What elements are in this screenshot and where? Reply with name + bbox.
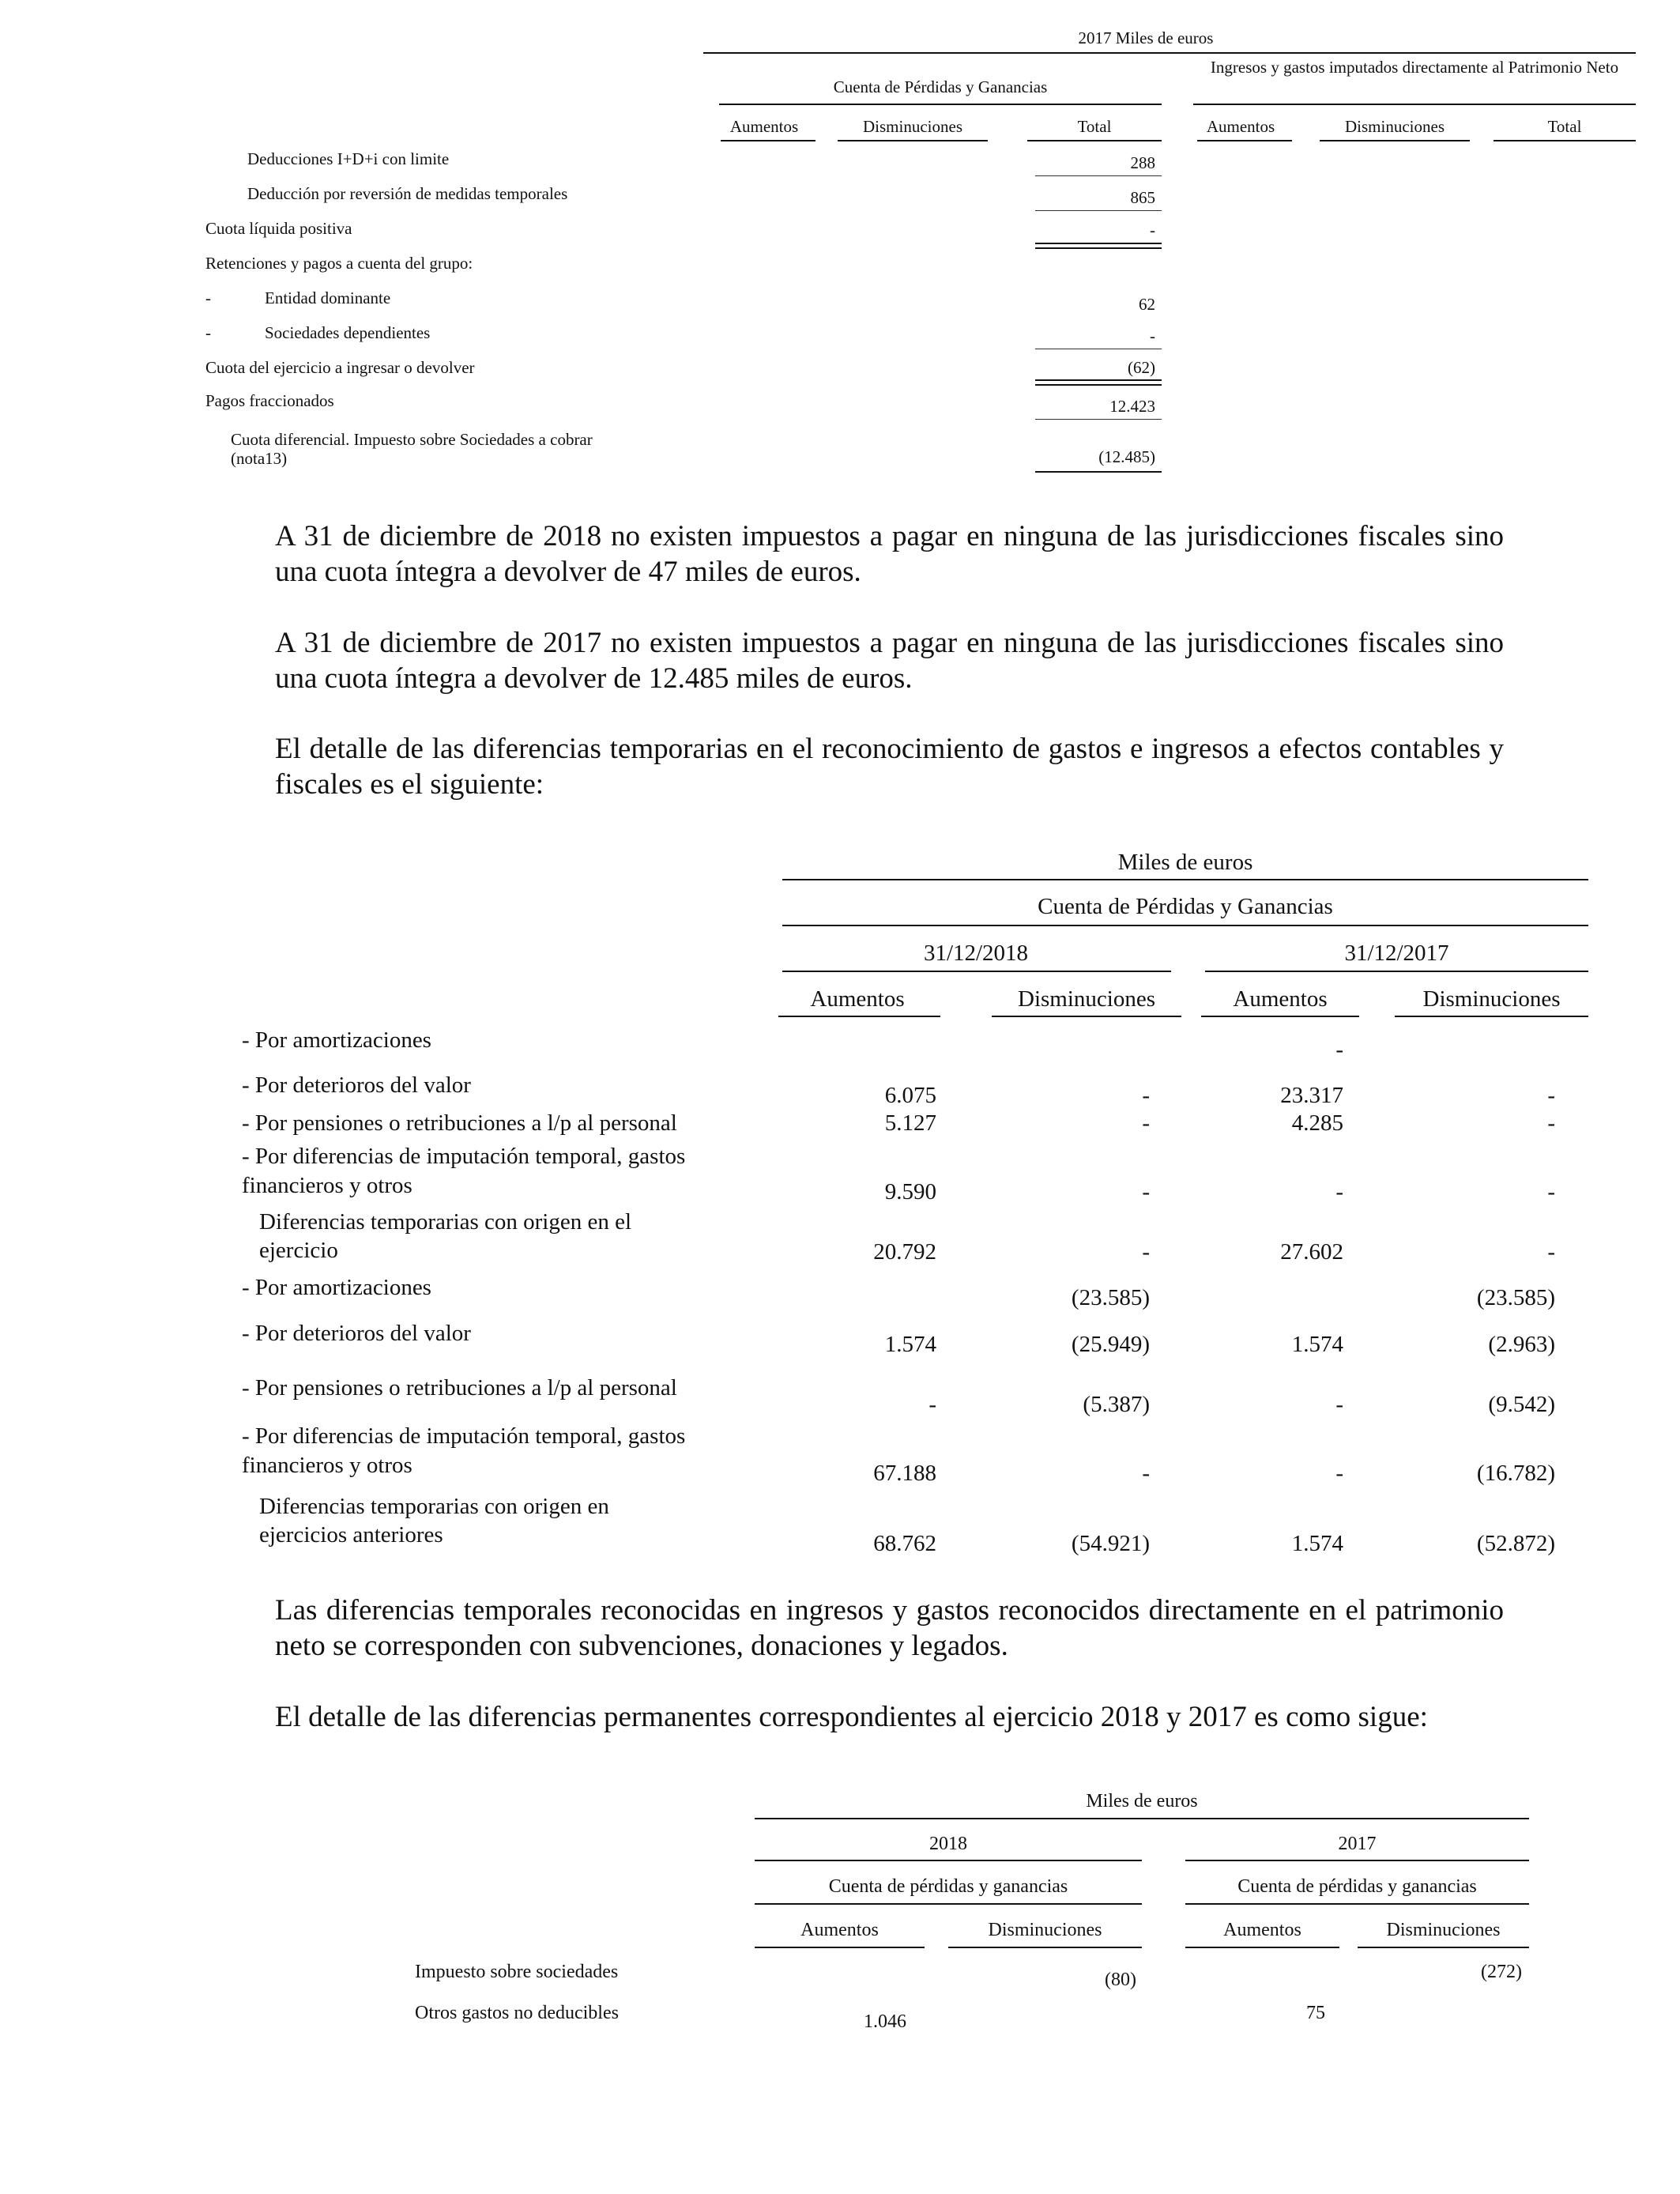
divider bbox=[1035, 419, 1162, 420]
table2-cell-dis-2018: (54.921) bbox=[1071, 1531, 1150, 1556]
table1-header-year: 2017 Miles de euros bbox=[1078, 28, 1214, 47]
table2-cell-aum-2017: 23.317 bbox=[1280, 1083, 1343, 1108]
divider bbox=[1494, 140, 1636, 141]
table3-cell-dis-2017: (272) bbox=[1481, 1962, 1522, 1982]
table2-cell-dis-2018: (23.585) bbox=[1071, 1285, 1150, 1310]
table2-cell-aum-2017: 1.574 bbox=[1291, 1332, 1343, 1357]
table2-col-dis-2017: Disminuciones bbox=[1422, 986, 1561, 1012]
paragraph-4: Las diferencias temporales reconocidas en ingresos y gastos reconocidos directamente en el patrimonio neto se corresponden con subvenciones, donaciones y legados. bbox=[275, 1594, 1504, 1662]
table2-cell-aum-2018: 1.574 bbox=[884, 1332, 936, 1357]
table3-cell-dis-2018: (80) bbox=[1105, 1970, 1136, 1990]
divider bbox=[703, 52, 1636, 54]
table1-row-label-cont: (nota13) bbox=[231, 449, 288, 468]
table1-row-total: 288 bbox=[1130, 153, 1155, 172]
table2-cell-dis-2018: - bbox=[1142, 1239, 1150, 1265]
table1-row-label: Pagos fraccionados bbox=[205, 391, 334, 410]
table1-row-total: (62) bbox=[1128, 358, 1155, 377]
table2-cell-aum-2018: 68.762 bbox=[873, 1531, 936, 1556]
divider bbox=[755, 1860, 1142, 1861]
table2-cell-aum-2017: 27.602 bbox=[1280, 1239, 1343, 1265]
divider bbox=[1185, 1903, 1529, 1905]
table2-cell-aum-2018: 67.188 bbox=[873, 1461, 936, 1486]
table2-cell-aum-2018: 6.075 bbox=[884, 1083, 936, 1108]
table2-row-label-cont: financieros y otros bbox=[242, 1173, 412, 1198]
table2-cell-dis-2017: (52.872) bbox=[1476, 1531, 1555, 1556]
table2-cell-aum-2018: 9.590 bbox=[884, 1179, 936, 1204]
table1-row-bullet: - bbox=[205, 323, 211, 342]
table3-col-aum-2017: Aumentos bbox=[1223, 1920, 1301, 1940]
table2-row-label: Diferencias temporarias con origen en el bbox=[259, 1209, 632, 1235]
table1-row-label: Deducciones I+D+i con limite bbox=[247, 149, 450, 168]
table2-cell-dis-2018: - bbox=[1142, 1461, 1150, 1486]
table2-cell-dis-2018: - bbox=[1142, 1083, 1150, 1108]
table1-col-disminuciones: Disminuciones bbox=[863, 117, 962, 136]
table2-row-label: - Por deterioros del valor bbox=[242, 1072, 471, 1098]
table2-row-label: - Por diferencias de imputación temporal, gastos bbox=[242, 1144, 686, 1169]
divider bbox=[755, 1818, 1529, 1819]
table3-cell-aum-2018: 1.046 bbox=[864, 2011, 906, 2032]
table1-group-pn: Ingresos y gastos imputados directamente al Patrimonio Neto bbox=[1210, 58, 1619, 77]
table1-col-aumentos-pn: Aumentos bbox=[1206, 117, 1275, 136]
table3-row-label: Otros gastos no deducibles bbox=[415, 2003, 619, 2023]
divider bbox=[719, 104, 1162, 105]
table3-col-dis-2018: Disminuciones bbox=[988, 1920, 1102, 1940]
table2-cell-dis-2018: - bbox=[1142, 1179, 1150, 1204]
double-underline bbox=[1035, 379, 1162, 386]
paragraph-5: El detalle de las diferencias permanentes correspondientes al ejercicio 2018 y 2017 es como sigue: bbox=[275, 1701, 1428, 1733]
table2-cell-dis-2017: - bbox=[1547, 1239, 1555, 1265]
table1-row-label: Cuota diferencial. Impuesto sobre Sociedades a cobrar bbox=[231, 430, 593, 449]
table2-row-label-cont: ejercicio bbox=[259, 1238, 338, 1263]
table2-cell-dis-2017: (23.585) bbox=[1476, 1285, 1555, 1310]
table2-cell-aum-2017: 1.574 bbox=[1291, 1531, 1343, 1556]
divider bbox=[1035, 471, 1162, 473]
divider bbox=[1185, 1947, 1339, 1948]
divider bbox=[782, 925, 1588, 926]
divider bbox=[1027, 140, 1162, 141]
table2-row-label-cont: financieros y otros bbox=[242, 1453, 412, 1478]
table1-row-label: Entidad dominante bbox=[265, 288, 391, 307]
table3-year-2018: 2018 bbox=[929, 1834, 967, 1854]
divider bbox=[1201, 1016, 1359, 1017]
table3-col-dis-2017: Disminuciones bbox=[1386, 1920, 1501, 1940]
table1-row-bullet: - bbox=[205, 288, 211, 307]
table3-row-label: Impuesto sobre sociedades bbox=[415, 1962, 619, 1982]
divider bbox=[1035, 175, 1162, 176]
table3-cell-aum-2017: 75 bbox=[1306, 2003, 1325, 2023]
table2-cell-dis-2017: (2.963) bbox=[1488, 1332, 1555, 1357]
divider bbox=[1193, 104, 1636, 105]
table2-cell-dis-2018: (5.387) bbox=[1083, 1392, 1150, 1417]
table1-row-total: - bbox=[1150, 326, 1155, 345]
table2-cell-aum-2017: - bbox=[1335, 1392, 1343, 1417]
divider bbox=[838, 140, 988, 141]
table3-year-2017: 2017 bbox=[1338, 1834, 1377, 1854]
table2-cell-aum-2017: 4.285 bbox=[1291, 1110, 1343, 1136]
table2-group: Cuenta de Pérdidas y Ganancias bbox=[1038, 894, 1333, 919]
divider bbox=[1358, 1947, 1529, 1948]
divider bbox=[1185, 1860, 1529, 1861]
divider bbox=[782, 879, 1588, 880]
table1-row-label: Retenciones y pagos a cuenta del grupo: bbox=[205, 254, 473, 273]
table2-cell-aum-2018: - bbox=[929, 1392, 936, 1417]
table3-units: Miles de euros bbox=[1086, 1791, 1198, 1811]
divider bbox=[1395, 1016, 1588, 1017]
divider bbox=[1320, 140, 1470, 141]
table1-row-label: Cuota líquida positiva bbox=[205, 219, 352, 238]
table2-row-label: - Por amortizaciones bbox=[242, 1027, 431, 1053]
table2-cell-aum-2018: 20.792 bbox=[873, 1239, 936, 1265]
divider bbox=[778, 1016, 940, 1017]
table2-cell-dis-2017: - bbox=[1547, 1179, 1555, 1204]
table1-row-total: - bbox=[1150, 221, 1155, 239]
divider bbox=[721, 140, 816, 141]
table3-col-aum-2018: Aumentos bbox=[800, 1920, 879, 1940]
table2-row-label-cont: ejercicios anteriores bbox=[259, 1522, 443, 1547]
table1-col-disminuciones-pn: Disminuciones bbox=[1345, 117, 1445, 136]
double-underline bbox=[1035, 243, 1162, 249]
table2-row-label: - Por deterioros del valor bbox=[242, 1321, 471, 1346]
table2-cell-aum-2017: - bbox=[1335, 1037, 1343, 1062]
table2-cell-dis-2018: - bbox=[1142, 1110, 1150, 1136]
table1-row-label: Sociedades dependientes bbox=[265, 323, 431, 342]
table3-group-2017: Cuenta de pérdidas y ganancias bbox=[1237, 1876, 1477, 1897]
table2-row-label: - Por amortizaciones bbox=[242, 1275, 431, 1300]
paragraph-1: A 31 de diciembre de 2018 no existen impuestos a pagar en ninguna de las jurisdicciones fiscales sino una cuota íntegra a devolver de 47 miles de euros. bbox=[275, 520, 1504, 588]
divider bbox=[782, 971, 1171, 972]
table2-cell-aum-2017: - bbox=[1335, 1461, 1343, 1486]
table1-row-total: (12.485) bbox=[1098, 447, 1155, 466]
table2-cell-dis-2017: (9.542) bbox=[1488, 1392, 1555, 1417]
table1-row-total: 62 bbox=[1139, 295, 1155, 314]
table1-col-total-pn: Total bbox=[1547, 117, 1582, 136]
table2-col-dis-2018: Disminuciones bbox=[1018, 986, 1155, 1012]
table2-col-aum-2018: Aumentos bbox=[810, 986, 905, 1012]
table1-col-total: Total bbox=[1077, 117, 1112, 136]
table1-row-total: 12.423 bbox=[1109, 397, 1155, 416]
divider bbox=[1197, 140, 1292, 141]
table2-row-label: - Por pensiones o retribuciones a l/p al personal bbox=[242, 1110, 677, 1136]
divider bbox=[1205, 971, 1588, 972]
table3-group-2018: Cuenta de pérdidas y ganancias bbox=[828, 1876, 1068, 1897]
table2-date-2017: 31/12/2017 bbox=[1344, 941, 1449, 966]
table2-units: Miles de euros bbox=[1117, 850, 1253, 875]
table2-row-label: - Por pensiones o retribuciones a l/p al personal bbox=[242, 1375, 677, 1400]
divider bbox=[948, 1947, 1142, 1948]
divider bbox=[992, 1016, 1181, 1017]
table2-cell-aum-2017: - bbox=[1335, 1179, 1343, 1204]
table2-cell-dis-2017: - bbox=[1547, 1110, 1555, 1136]
table1-col-aumentos: Aumentos bbox=[729, 117, 799, 136]
table2-row-label: Diferencias temporarias con origen en bbox=[259, 1494, 609, 1519]
table2-date-2018: 31/12/2018 bbox=[923, 941, 1029, 966]
table2-col-aum-2017: Aumentos bbox=[1233, 986, 1328, 1012]
table1-row-label: Cuota del ejercicio a ingresar o devolver bbox=[205, 358, 475, 377]
paragraph-3: El detalle de las diferencias temporarias en el reconocimiento de gastos e ingresos a efectos contables y fiscales es el siguiente: bbox=[275, 733, 1504, 801]
table2-cell-aum-2018: 5.127 bbox=[884, 1110, 936, 1136]
table1-row-total: 865 bbox=[1130, 188, 1155, 207]
divider bbox=[755, 1903, 1142, 1905]
table1-group-pyg: Cuenta de Pérdidas y Ganancias bbox=[833, 77, 1048, 96]
table2-cell-dis-2018: (25.949) bbox=[1071, 1332, 1150, 1357]
divider bbox=[1035, 210, 1162, 211]
divider bbox=[755, 1947, 925, 1948]
table2-row-label: - Por diferencias de imputación temporal, gastos bbox=[242, 1423, 686, 1449]
table1-row-label: Deducción por reversión de medidas temporales bbox=[247, 184, 568, 203]
paragraph-2: A 31 de diciembre de 2017 no existen impuestos a pagar en ninguna de las jurisdicciones fiscales sino una cuota íntegra a devolver de 12.485 miles de euros. bbox=[275, 627, 1504, 695]
table2-cell-dis-2017: (16.782) bbox=[1476, 1461, 1555, 1486]
table2-cell-dis-2017: - bbox=[1547, 1083, 1555, 1108]
